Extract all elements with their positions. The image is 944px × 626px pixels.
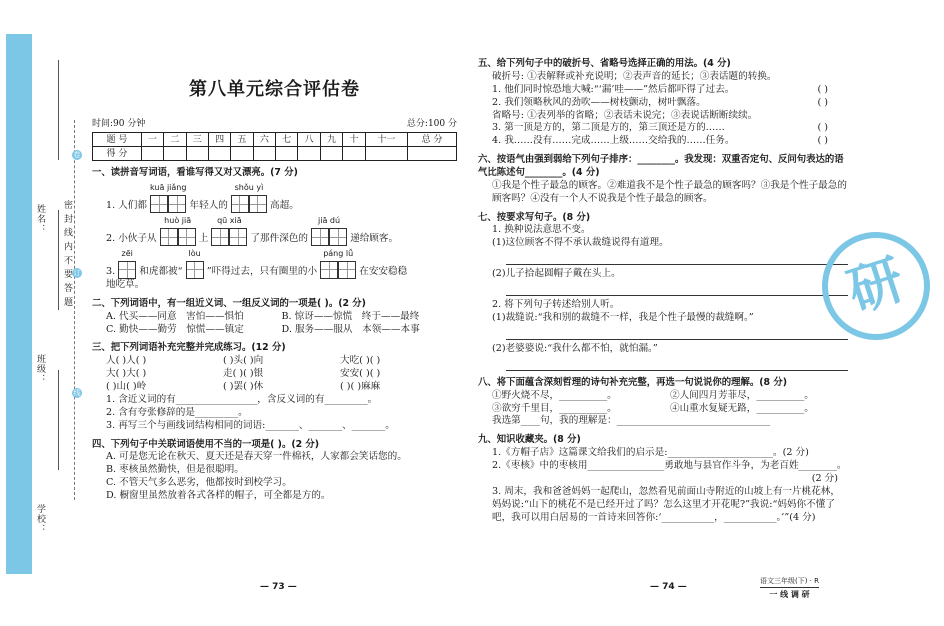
brand-mark (760, 576, 819, 600)
s2-options (106, 311, 457, 337)
answer-bracket[interactable]: ( ) (817, 135, 828, 147)
left-page (92, 52, 457, 503)
seal-mark-3: 线 (73, 389, 81, 397)
s5-q1-text: 1. 他们同时惊恐地大喊:“‘漏’哇——”然后都吓得了过去。 (492, 83, 735, 95)
s5-ellipsis-options: 省略号: ①表列举的省略；②表话未说完；③表说话断断续续。 (492, 109, 758, 121)
score-input[interactable] (231, 147, 253, 161)
poem-fill[interactable]: ③欲穷千里目，__________。 (492, 402, 617, 414)
s1-text: 在安安稳稳 (359, 266, 408, 277)
pinyin: páng lǚ (323, 249, 354, 258)
poem-fill[interactable]: ④山重水复疑无路，__________。 (670, 402, 814, 414)
answer-line[interactable] (506, 253, 848, 265)
score-cell: 十一 (365, 133, 407, 147)
s1-line-3 (106, 248, 457, 279)
poem-fill[interactable]: ②人间四月芳菲尽，__________。 (670, 389, 814, 401)
char-box[interactable] (229, 228, 247, 246)
s1-text: 年轻人的 (189, 200, 228, 212)
pinyin-box-group[interactable] (186, 248, 204, 279)
s7-p2: 2. 将下列句子转述给别人听。 (492, 299, 620, 311)
s7-p2b: (2)老婆婆说:“我什么都不怕，就怕漏。” (492, 342, 658, 354)
s8-choice[interactable]: 我选第____句，我的理解是：________________________________ (492, 415, 771, 427)
score-header-row (93, 133, 457, 147)
pinyin: lòu (188, 249, 201, 258)
pinyin: huò jiā (164, 216, 192, 226)
score-cell: 五 (231, 133, 253, 147)
section-5-title: 五、给下列句子中的破折号、省略号选择正确的用法。(4 分) (478, 58, 731, 69)
s1-line-1 (106, 182, 457, 213)
brand-top: 语文三年级(下) · R (760, 577, 820, 585)
score-input[interactable] (365, 147, 407, 161)
s4-option-d[interactable]: D. 橱窗里虽然放着各式各样的帽子，可全都是方的。 (106, 490, 331, 502)
s2-option-d[interactable]: D. 服务——服从 本领——本事 (281, 323, 420, 335)
exam-time: 时间:90 分钟 (92, 119, 146, 130)
score-input[interactable] (276, 147, 298, 161)
char-box[interactable] (211, 228, 229, 246)
s5-q3 (492, 122, 848, 135)
school-line (58, 370, 59, 470)
score-input[interactable] (208, 147, 230, 161)
s3-words (106, 355, 457, 394)
poem-fill[interactable]: ①野火烧不尽，__________。 (492, 389, 617, 401)
section-1-title: 一、读拼音写词语，看谁写得又对又漂亮。(7 分) (92, 167, 298, 179)
s1-text: 上 (198, 233, 209, 245)
char-box[interactable] (249, 195, 267, 213)
score-cell: 七 (276, 133, 298, 147)
score-input[interactable] (164, 147, 186, 161)
answer-bracket[interactable]: ( ) (817, 83, 828, 95)
s5-q3-text: 3. 第一顶是方的，第二顶是方的，第三顶还是方的…… (492, 122, 725, 134)
seal-line (74, 120, 75, 500)
score-input[interactable] (343, 147, 365, 161)
s4-option-c[interactable]: C. 不管天气多么恶劣，他都按时到校学习。 (106, 477, 292, 489)
school-label: 学校： (35, 504, 45, 534)
score-cell: 四 (208, 133, 230, 147)
char-box[interactable] (178, 228, 196, 246)
s9-q1[interactable]: 1.《方帽子店》这篇课文给我们的启示是:______________________。(2 分) (492, 447, 809, 459)
idiom-fill[interactable]: 人( )人( ) (106, 355, 147, 367)
s1-line-3-end: 地吃草。 (106, 278, 145, 290)
s2-option-b[interactable]: B. 惊讶——惊慌 终于——最终 (281, 310, 420, 322)
score-input[interactable] (298, 147, 320, 161)
seal-mark-1: 卷 (73, 151, 81, 159)
idiom-fill[interactable]: ( )( )麻麻 (340, 381, 381, 392)
pinyin: jiā dú (318, 216, 341, 226)
pinyin-box-group[interactable] (320, 248, 356, 279)
class-label: 班级： (35, 354, 45, 384)
name-label: 姓名： (35, 204, 45, 234)
pinyin: qū xiā (217, 216, 242, 226)
brand-bottom: 一 线 调 研 (760, 587, 819, 600)
s7-p1: 1. 换种说法意思不变。 (492, 224, 591, 236)
score-cell: 八 (298, 133, 320, 147)
s9-q2-score: (2 分) (811, 472, 838, 484)
idiom-fill[interactable]: ( )罢( )休 (223, 381, 264, 392)
idiom-fill[interactable]: 大吃( )( ) (340, 355, 381, 367)
idiom-fill[interactable]: 安安( )( ) (340, 368, 381, 380)
s7-p1a: (1)这位顾客不得不承认裁缝说得有道理。 (492, 237, 669, 249)
section-7-title: 七、按要求写句子。(8 分) (478, 211, 591, 223)
s7-p1b: (2)儿子拾起圆帽子戴在头上。 (492, 268, 621, 280)
s1-line-2 (106, 215, 457, 246)
answer-line[interactable] (506, 359, 848, 371)
s9-q3[interactable]: 3. 周末，我和爸爸妈妈一起爬山，忽然看见前面山寺附近的山坡上有一片桃花林，妈妈说:“山下的桃花不是已经开过了吗？怎么这里才开花呢?”我说:“妈妈你不懂了吧，我可以用白居易的一首诗来回答你:‘___________，___________。’”(4 分) (492, 485, 840, 523)
score-label: 得 分 (93, 147, 142, 161)
score-cell: 三 (186, 133, 208, 147)
s4-option-a[interactable]: A. 可是您无论在秋天、夏天还是春天穿一件棉袄，人家都会笑话您的。 (106, 451, 407, 463)
score-input[interactable] (141, 147, 163, 161)
s6-body: ①我是个性子最急的顾客。②难道我不是个性子最急的顾客吗？③我是个性子最急的顾客吗？④没有一个人不说我是个性子最急的顾客。 (492, 179, 847, 204)
s9-q2[interactable]: 2.《枣核》中的枣核用________________勇敢地与县官作斗争，为老百姓________。 (492, 460, 847, 471)
s1-text: ”吓得过去，只有圈里的小 (206, 266, 318, 277)
page-number-right: — 74 — (650, 582, 687, 592)
s4-option-b[interactable]: B. 枣核虽然勤快，但是很聪明。 (106, 464, 244, 476)
char-box[interactable] (320, 261, 338, 279)
idiom-fill[interactable]: ( )头( )向 (223, 355, 264, 367)
s5-q1 (492, 84, 848, 97)
section-6-title: 六、按语气由强到弱给下列句子排序：________。我发现：双重否定句、反问句表达的语气比陈述句________。(4 分) (478, 154, 844, 178)
pinyin-box-group[interactable] (211, 215, 247, 246)
pinyin-box-group[interactable] (311, 215, 347, 246)
char-box[interactable] (150, 195, 168, 213)
section-8-title: 八、将下面蕴含深刻哲理的诗句补充完整，再选一句说说你的理解。(8 分) (478, 376, 787, 388)
score-cell: 二 (164, 133, 186, 147)
s5-q4-text: 4. 我……没有……完成……上级……交给我的……任务。 (492, 135, 735, 147)
s1-text: 和虎都被“ (139, 266, 183, 277)
exam-title: 第八单元综合评估卷 (189, 79, 360, 100)
yan-stamp-logo: 研 (808, 218, 944, 354)
char-box[interactable] (329, 228, 347, 246)
score-input[interactable] (408, 147, 457, 161)
section-4-title: 四、下列句子中关联词语使用不当的一项是( )。(2 分) (92, 438, 320, 450)
right-page (478, 58, 848, 525)
name-line (58, 60, 59, 160)
s1-text: 递给顾客。 (350, 233, 399, 245)
pinyin-box-group[interactable] (231, 182, 267, 213)
s5-dash-options: 破折号: ①表解释或补充说明；②表声音的延长；③表话题的转换。 (492, 70, 777, 82)
binding-strip (6, 34, 32, 574)
s3-question-2[interactable]: 2. 含有夸张修辞的是_________。 (106, 406, 248, 418)
char-box[interactable] (118, 261, 136, 279)
seal-mark-2: 订 (73, 269, 81, 277)
char-box[interactable] (311, 228, 329, 246)
score-cell: 总 分 (408, 133, 457, 147)
score-cell: 一 (141, 133, 163, 147)
char-box[interactable] (231, 195, 249, 213)
score-cell: 十 (343, 133, 365, 147)
pinyin: kuā jiǎng (150, 183, 187, 193)
s3-question-3[interactable]: 3. 再写三个与画线词结构相同的词语:_______、_______、_______。 (106, 419, 395, 431)
char-box[interactable] (160, 228, 178, 246)
page-number-left: — 73 — (260, 582, 297, 592)
answer-line[interactable] (506, 284, 848, 296)
char-box[interactable] (186, 261, 204, 279)
s1-text: 3. (106, 266, 116, 277)
score-input[interactable] (320, 147, 342, 161)
s8-poems (492, 390, 848, 416)
s5-q4 (492, 135, 848, 148)
s5-q2 (492, 97, 848, 110)
pinyin-box-group[interactable] (118, 248, 136, 279)
s1-text: 高超。 (270, 200, 299, 212)
answer-line[interactable] (506, 328, 848, 340)
char-box[interactable] (338, 261, 356, 279)
s5-q2-text: 2. 我们领略秋风的劲吹——树枝颤动，树叶飘落。 (492, 96, 706, 108)
s3-question-1[interactable]: 1. 含近义词的有_________________，含反义词的有_________。 (106, 393, 378, 405)
section-3-title: 三、把下列词语补充完整并完成练习。(12 分) (92, 342, 286, 354)
s1-text: 1. 人们都 (106, 200, 147, 212)
pinyin: zēi (121, 249, 133, 258)
class-line (58, 210, 59, 310)
score-cell: 九 (320, 133, 342, 147)
idiom-fill[interactable]: ( )山( )岭 (106, 381, 147, 392)
s2-option-c[interactable]: C. 勤快——勤劳 惊慌——镇定 (106, 323, 244, 335)
score-row (93, 147, 457, 161)
score-input[interactable] (186, 147, 208, 161)
seal-text: 密 封 线 内 不 要 答 题 (62, 200, 72, 308)
s7-p2a: (1)裁缝说:“我和别的裁缝不一样，我是个性子最慢的裁缝啊。” (492, 312, 754, 323)
section-2-title: 二、下列词语中，有一组近义词、一组反义词的一项是( )。(2 分) (92, 297, 366, 309)
score-cell: 题 号 (93, 133, 142, 147)
pinyin-box-group[interactable] (150, 182, 186, 213)
score-cell: 六 (253, 133, 275, 147)
s1-text: 2. 小伙子从 (106, 233, 157, 245)
idiom-fill[interactable]: 走( )( )银 (223, 368, 264, 380)
answer-bracket[interactable]: ( ) (817, 122, 828, 134)
score-table (92, 132, 457, 161)
idiom-fill[interactable]: 大( )大( ) (106, 368, 147, 380)
char-box[interactable] (168, 195, 186, 213)
s1-text: 了那件深色的 (250, 233, 308, 245)
section-9-title: 九、知识收藏夹。(8 分) (478, 434, 581, 446)
score-input[interactable] (253, 147, 275, 161)
exam-meta (92, 118, 457, 130)
s2-option-a[interactable]: A. 代买——同意 害怕——惧怕 (106, 310, 244, 322)
answer-bracket[interactable]: ( ) (817, 96, 828, 108)
pinyin-box-group[interactable] (160, 215, 196, 246)
exam-total: 总分:100 分 (406, 119, 457, 130)
pinyin: shǒu yì (234, 183, 264, 193)
